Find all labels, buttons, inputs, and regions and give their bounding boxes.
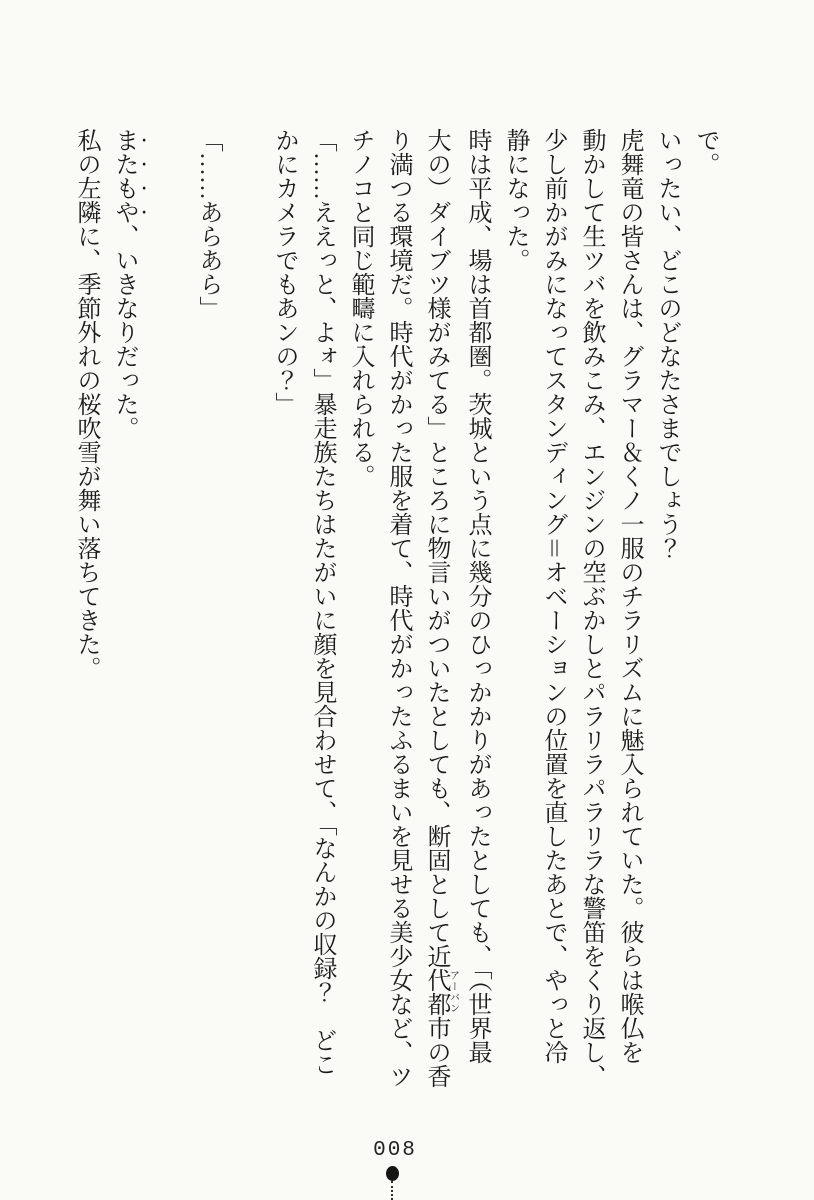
text-line-1: で。 (692, 128, 718, 176)
text-line-4: 動かして生ツバを飲みこみ、エンジンの空ぶかしとパラリラパラリラな警笛をくり返し、 (578, 128, 604, 1088)
ruby-text: アーバン (447, 944, 459, 1040)
blank-line (151, 128, 189, 1090)
page-number: 008 (373, 1139, 417, 1162)
text-line-5: 少し前かがみになってスタンディング＝オベーションの位置を直したあとで、やっと冷 (540, 128, 566, 1064)
text-segment: の香 (423, 1040, 449, 1088)
text-segment: 大の）ダイブツ様がみてる」ところに物言いがついたとしても、断固として (423, 128, 449, 944)
ruby-base: 近代都市 (423, 944, 449, 1040)
text-line-11: 「……ええっと、よォ」暴走族たちはたがいに顔を見合わせて、「なんかの収録？ どこ (309, 128, 335, 1076)
pin-dot (386, 1166, 399, 1181)
text-line-12: かにカメラでもあンの？」 (271, 128, 297, 416)
emphasized-text: またもや (111, 128, 137, 224)
text-line-6: 静になった。 (502, 128, 528, 272)
text-line-2: いったい、どこのどなたさまでしょう？ (654, 128, 680, 560)
text-block (67, 128, 724, 1090)
text-line-3: 虎舞竜の皆さんは、グラマー＆くノ一服のチラリズムに魅入られていた。彼らは喉仏を (616, 128, 642, 1064)
blank-line (227, 128, 265, 1090)
ruby-annotation (423, 944, 459, 1040)
text-line-8 (417, 128, 458, 1090)
pin-dotted-line (391, 1181, 393, 1200)
text-line-7: 時は平成、場は首都圏。茨城という点に幾分のひっかかりがあったとしても、「（世界最 (464, 128, 490, 1064)
text-segment: 、いきなりだった。 (111, 224, 137, 440)
text-line-13: 「……あらあら」 (195, 128, 221, 320)
text-line-10: チノコと同じ範疇に入れられる。 (347, 128, 373, 488)
text-line-9: り満つる環境だ。時代がかった服を着て、時代がかったふるまいを見せる美少女など、ツ (385, 128, 411, 1088)
text-line-14 (105, 128, 151, 1090)
text-line-15: 私の左隣に、季節外れの桜吹雪が舞い落ちてきた。 (73, 128, 99, 680)
